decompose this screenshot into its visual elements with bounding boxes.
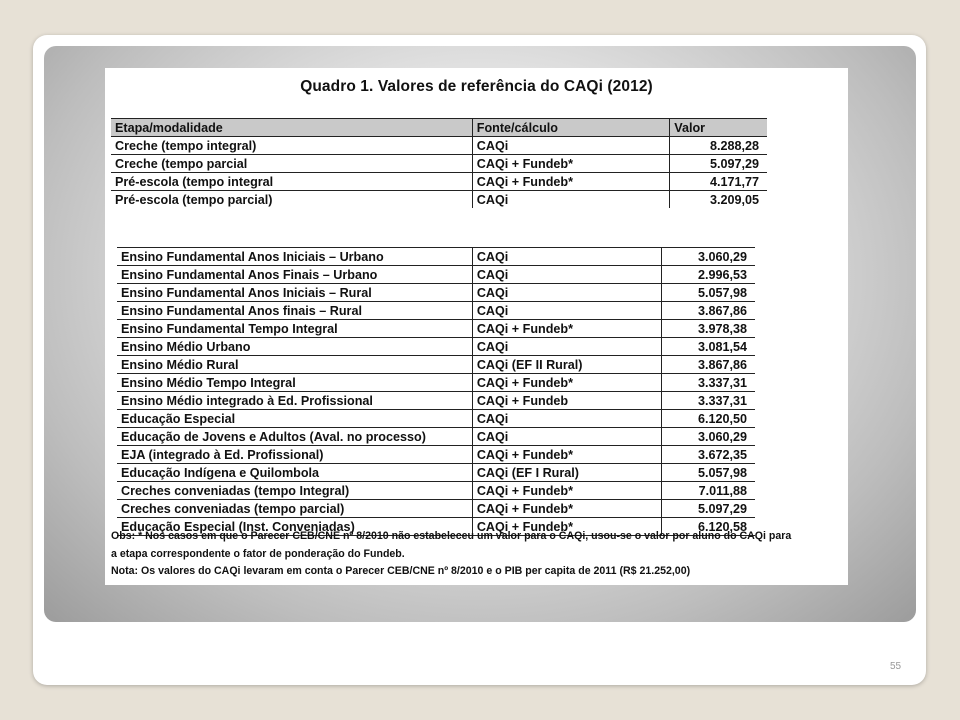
row-label: Educação Indígena e Quilombola xyxy=(117,464,472,482)
table-row xyxy=(117,446,755,464)
row-value: 5.057,98 xyxy=(661,464,755,482)
table-row xyxy=(117,356,755,374)
row-label: Ensino Fundamental Tempo Integral xyxy=(117,320,472,338)
table-row xyxy=(111,191,767,209)
row-source: CAQi + Fundeb* xyxy=(472,482,661,500)
row-label: Creche (tempo parcial xyxy=(111,155,472,173)
row-value: 3.978,38 xyxy=(661,320,755,338)
row-source: CAQi xyxy=(472,137,670,155)
row-value: 5.097,29 xyxy=(661,500,755,518)
table-row xyxy=(117,374,755,392)
row-label: Creche (tempo integral) xyxy=(111,137,472,155)
table-row xyxy=(117,392,755,410)
row-label: Ensino Fundamental Anos finais – Rural xyxy=(117,302,472,320)
table-row xyxy=(117,302,755,320)
row-source: CAQi + Fundeb xyxy=(472,392,661,410)
row-value: 7.011,88 xyxy=(661,482,755,500)
row-source: CAQi + Fundeb* xyxy=(472,518,661,536)
row-label: Ensino Fundamental Anos Iniciais – Rural xyxy=(117,284,472,302)
document-title: Quadro 1. Valores de referência do CAQi (2012) xyxy=(300,78,653,95)
row-label: Creches conveniadas (tempo parcial) xyxy=(117,500,472,518)
row-source: CAQi xyxy=(472,284,661,302)
row-value: 3.337,31 xyxy=(661,374,755,392)
column-header: Etapa/modalidade xyxy=(111,119,472,137)
table-row xyxy=(117,338,755,356)
row-value: 4.171,77 xyxy=(670,173,767,191)
table-row xyxy=(117,464,755,482)
reference-table-early-education xyxy=(111,118,767,208)
row-label: Educação Especial xyxy=(117,410,472,428)
row-source: CAQi xyxy=(472,410,661,428)
row-value: 6.120,58 xyxy=(661,518,755,536)
table-row xyxy=(117,428,755,446)
row-label: Ensino Médio Tempo Integral xyxy=(117,374,472,392)
row-source: CAQi xyxy=(472,191,670,209)
row-source: CAQi xyxy=(472,248,661,266)
table-row xyxy=(117,284,755,302)
row-value: 6.120,50 xyxy=(661,410,755,428)
table-row xyxy=(111,137,767,155)
row-source: CAQi xyxy=(472,338,661,356)
row-value: 3.672,35 xyxy=(661,446,755,464)
row-value: 3.060,29 xyxy=(661,248,755,266)
table-header-row xyxy=(111,119,767,137)
row-label: Educação Especial (Inst. Conveniadas) xyxy=(117,518,472,536)
row-label: Creches conveniadas (tempo Integral) xyxy=(117,482,472,500)
row-label: Pré-escola (tempo parcial) xyxy=(111,191,472,209)
row-label: Educação de Jovens e Adultos (Aval. no processo) xyxy=(117,428,472,446)
row-label: Ensino Médio Urbano xyxy=(117,338,472,356)
row-value: 3.867,86 xyxy=(661,356,755,374)
row-source: CAQi + Fundeb* xyxy=(472,173,670,191)
row-label: Pré-escola (tempo integral xyxy=(111,173,472,191)
row-label: Ensino Médio Rural xyxy=(117,356,472,374)
row-source: CAQi (EF II Rural) xyxy=(472,356,661,374)
row-value: 3.209,05 xyxy=(709,192,759,207)
table-row xyxy=(117,248,755,266)
table-row xyxy=(111,173,767,191)
column-header: Fonte/cálculo xyxy=(472,119,670,137)
table-row xyxy=(117,482,755,500)
table-row xyxy=(117,500,755,518)
row-value: 3.337,31 xyxy=(661,392,755,410)
row-source: CAQi + Fundeb* xyxy=(472,374,661,392)
row-source: CAQi (EF I Rural) xyxy=(472,464,661,482)
table-notes xyxy=(111,528,846,581)
row-label: Ensino Fundamental Anos Iniciais – Urbano xyxy=(117,248,472,266)
table-row xyxy=(111,155,767,173)
row-source: CAQi + Fundeb* xyxy=(472,500,661,518)
table-row xyxy=(117,410,755,428)
row-value: 5.097,29 xyxy=(670,155,767,173)
row-source: CAQi xyxy=(472,428,661,446)
column-header: Valor xyxy=(670,119,767,137)
row-value: 5.057,98 xyxy=(661,284,755,302)
row-source: CAQi xyxy=(472,266,661,284)
row-source: CAQi xyxy=(472,302,661,320)
row-value: 3.081,54 xyxy=(661,338,755,356)
table-row xyxy=(117,320,755,338)
document-image xyxy=(105,68,848,585)
nota-note: Nota: Os valores do CAQi levaram em conta o Parecer CEB/CNE nº 8/2010 e o PIB per capita de 2011 (R$ 21.252,00) xyxy=(111,565,691,577)
row-value: 8.288,28 xyxy=(670,137,767,155)
row-value: 3.060,29 xyxy=(661,428,755,446)
table-row xyxy=(117,266,755,284)
row-source: CAQi + Fundeb* xyxy=(472,446,661,464)
obs-note-line-2: a etapa correspondente o fator de ponderação do Fundeb. xyxy=(111,547,405,560)
row-value: 2.996,53 xyxy=(661,266,755,284)
row-label: EJA (integrado à Ed. Profissional) xyxy=(117,446,472,464)
row-value: 3.867,86 xyxy=(661,302,755,320)
page-number: 55 xyxy=(890,661,902,672)
row-label: Ensino Médio integrado à Ed. Profissional xyxy=(117,392,472,410)
obs-note-line-1: Obs: * Nos casos em que o Parecer CEB/CNE nº 8/2010 não estabeleceu um valor para o CAQi, usou-se o valor por aluno do CAQi para xyxy=(111,530,792,542)
row-source: CAQi + Fundeb* xyxy=(472,155,670,173)
reference-table-basic-education xyxy=(117,247,755,536)
row-label: Ensino Fundamental Anos Finais – Urbano xyxy=(117,266,472,284)
row-source: CAQi + Fundeb* xyxy=(472,320,661,338)
